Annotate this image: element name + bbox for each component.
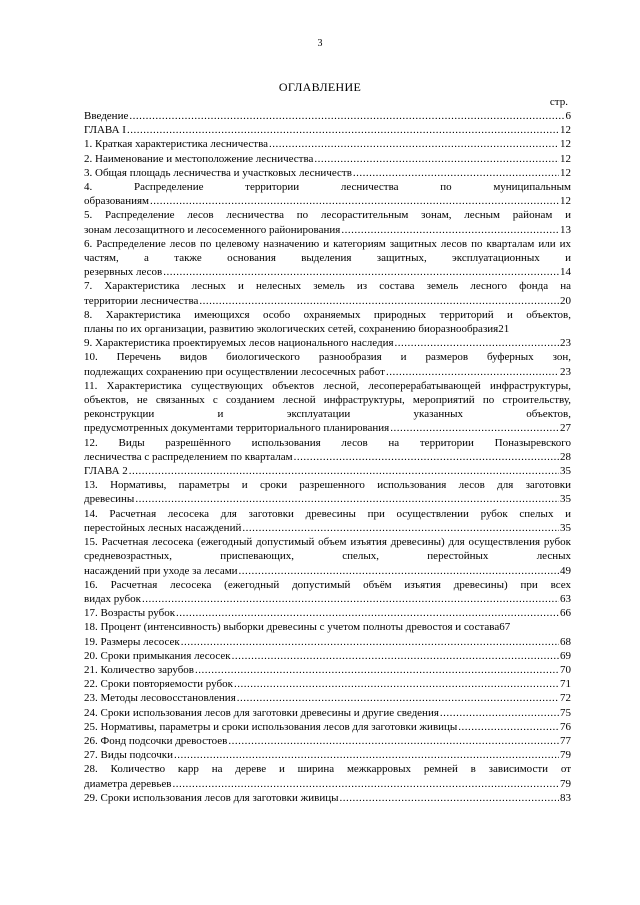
toc-entry-line [84, 464, 571, 478]
toc-entry-line [84, 492, 571, 506]
toc-entry-line [84, 620, 571, 634]
toc-entry-line [84, 166, 571, 180]
leader-dots [269, 137, 559, 151]
toc-entry-page: 12 [560, 152, 571, 165]
toc-entry-page: 69 [560, 649, 571, 662]
toc-entry-label: 19. Размеры лесосек [84, 635, 180, 648]
toc-entry[interactable] [84, 166, 571, 180]
toc-entry-text: 16. Расчетная лесосека (ежегодный допустимый объём изъятия древесины) при всех [84, 578, 571, 591]
toc-entry[interactable] [84, 734, 571, 748]
toc-entry[interactable] [84, 308, 571, 336]
toc-entry-label: 18. Процент (интенсивность) выборки древесины с учетом полноты древостоя и состава [84, 621, 500, 634]
toc-entry[interactable] [84, 109, 571, 123]
toc-entry-word: по [440, 181, 452, 194]
leader-dots [234, 677, 559, 691]
toc-entry[interactable] [84, 748, 571, 762]
toc-entry-line [84, 748, 571, 762]
toc-entry-text: 6. Распределение лесов по целевому назначению и категориям защитных лесов по кварталам или их частям, а также основания выделения защитных, эксплуатационных и [84, 237, 571, 265]
toc-entry-label: территории лесничества [84, 294, 199, 307]
toc-entry[interactable] [84, 180, 571, 208]
toc-entry-line [84, 294, 571, 308]
leader-dots [386, 365, 559, 379]
toc-entry[interactable] [84, 137, 571, 151]
toc-entry-label: 27. Виды подсочки [84, 749, 173, 762]
toc-entry-label: 29. Сроки использования лесов для заготовки живицы [84, 791, 339, 804]
toc-entry-line [84, 691, 571, 705]
leader-dots [176, 606, 559, 620]
toc-entry-line [84, 336, 571, 350]
page-number: 3 [317, 38, 323, 49]
toc-entry-text: 10. Перечень видов биологического разнообразия и размеров буферных зон, [84, 351, 571, 364]
toc-entry-label: планы по их организации, развитию экологических сетей, сохранению биоразнообразия [84, 323, 499, 336]
toc-entry-page: 14 [560, 266, 571, 279]
toc-entry-word: лесничества [340, 181, 399, 194]
leader-dots [199, 294, 559, 308]
toc-entry-label: 22. Сроки повторяемости рубок [84, 678, 233, 691]
toc-entry-page: 23 [560, 365, 571, 378]
toc-entry-label: 20. Сроки примыкания лесосек [84, 649, 231, 662]
leader-dots [353, 166, 559, 180]
toc-entry-page: 63 [560, 592, 571, 605]
toc-entry-page: 12 [560, 195, 571, 208]
toc-entry-label: предусмотренных документами территориального планирования [84, 422, 390, 435]
leader-dots [341, 223, 559, 237]
toc-entry-page: 28 [560, 450, 571, 463]
leader-dots [390, 421, 559, 435]
toc-entry-page: 35 [560, 493, 571, 506]
toc-entry-line [84, 592, 571, 606]
toc-entry[interactable] [84, 649, 571, 663]
leader-dots [440, 706, 559, 720]
toc-entry[interactable] [84, 762, 571, 790]
toc-entry-label: ГЛАВА 2 [84, 465, 128, 478]
toc-entry-page: 79 [560, 749, 571, 762]
toc-entry-label: видах рубок [84, 592, 141, 605]
toc-entry[interactable] [84, 208, 571, 236]
toc-entry[interactable] [84, 791, 571, 805]
toc-entry-label: 2. Наименование и местоположение лесничества [84, 152, 314, 165]
toc-entry-label: 17. Возрасты рубок [84, 607, 176, 620]
toc-entry-text: 8. Характеристика имеющихся особо охраняемых природных территорий и объектов, [84, 308, 571, 321]
toc-entry-line [84, 663, 571, 677]
toc-entry-label: 25. Нормативы, параметры и сроки использования лесов для заготовки живицы [84, 720, 458, 733]
toc-entry[interactable] [84, 237, 571, 280]
leader-dots [142, 592, 559, 606]
leader-dots [395, 336, 559, 350]
toc-entry-label: 3. Общая площадь лесничества и участковых лесничеств [84, 166, 352, 179]
toc-entry[interactable] [84, 691, 571, 705]
toc-entry-line [84, 720, 571, 734]
toc-entry[interactable] [84, 436, 571, 464]
toc-entry[interactable] [84, 123, 571, 137]
toc-entry-text: 7. Характеристика лесных и нелесных земель из состава земель лесного фонда на [84, 280, 571, 293]
toc-entry[interactable] [84, 635, 571, 649]
toc-entry-line [84, 365, 571, 379]
toc-entry-text: 11. Характеристика существующих объектов лесной, лесоперерабатывающей инфраструктуры, объектов, не связанных с созданием лесной инфраструктуры, мероприятий по строительству, реконструкции и эксплуатации указанных объектов, [84, 379, 571, 421]
toc-entry[interactable] [84, 720, 571, 734]
toc-entry[interactable] [84, 152, 571, 166]
toc-entry-first-line [84, 180, 571, 194]
toc-entry-text: 12. Виды разрешённого использования лесов на территории Поназыревского [84, 436, 571, 449]
leader-dots [174, 748, 559, 762]
toc-entry-label: 9. Характеристика проектируемых лесов национального наследия [84, 337, 394, 350]
toc-entry[interactable] [84, 706, 571, 720]
leader-dots [458, 720, 559, 734]
toc-entry-text: 28. Количество карр на дереве и ширина межкарровых ремней в зависимости от [84, 763, 571, 776]
toc-entry-page: 66 [560, 607, 571, 620]
leader-dots [163, 265, 559, 279]
toc-entry-page: 77 [560, 734, 571, 747]
toc-entry-page: 83 [560, 791, 571, 804]
page-column-label: стр. [549, 96, 568, 108]
toc-entry-label: 26. Фонд подсочки древостоев [84, 734, 228, 747]
toc-entry[interactable] [84, 279, 571, 307]
toc-entry-line [84, 109, 571, 123]
toc-entry-label: лесничества с распределением по кварталам [84, 450, 293, 463]
toc-entry-label: 21. Количество зарубов [84, 663, 194, 676]
leader-dots [127, 123, 559, 137]
toc-entry-word: 4. [84, 181, 93, 194]
leader-dots [129, 464, 559, 478]
toc-entry-page: 21 [498, 323, 510, 336]
toc-entry-page: 79 [560, 777, 571, 790]
leader-dots [232, 649, 559, 663]
toc-entry-page: 35 [560, 521, 571, 534]
toc-entry-line [84, 777, 571, 791]
toc-entry-page: 76 [560, 720, 571, 733]
leader-dots [195, 663, 559, 677]
toc-entry-page: 71 [560, 678, 571, 691]
toc-entry-label: перестойных лесных насаждений [84, 521, 242, 534]
toc-entry-page: 12 [560, 138, 571, 151]
toc-entry-line [84, 649, 571, 663]
toc-entry-line [84, 606, 571, 620]
toc-entry-line [84, 450, 571, 464]
toc-entry-page: 72 [560, 692, 571, 705]
toc-entry[interactable] [84, 677, 571, 691]
toc-entry-page: 20 [560, 294, 571, 307]
toc-entry-label: насаждений при уходе за лесами [84, 564, 238, 577]
toc-entry-line [84, 677, 571, 691]
toc-entry-text: 14. Расчетная лесосека для заготовки древесины при осуществлении рубок спелых и [84, 507, 571, 520]
toc-entry-word: территории [245, 181, 300, 194]
leader-dots [150, 194, 559, 208]
toc-entry[interactable] [84, 464, 571, 478]
toc-entry[interactable] [84, 620, 571, 634]
leader-dots [181, 635, 559, 649]
toc-entry-page: 27 [560, 422, 571, 435]
toc-entry-line [84, 265, 571, 279]
toc-entry-label: древесины [84, 493, 135, 506]
toc-entry-line [84, 322, 571, 336]
toc-entry-line [84, 194, 571, 208]
toc-entry-line [84, 635, 571, 649]
toc-entry-label: резервных лесов [84, 266, 163, 279]
toc-entry-page: 49 [560, 564, 571, 577]
toc-entry-line [84, 564, 571, 578]
leader-dots [228, 734, 559, 748]
toc-entry[interactable] [84, 507, 571, 535]
toc-entry-page: 67 [499, 621, 511, 634]
toc-entry-line [84, 421, 571, 435]
toc-entry-line [84, 152, 571, 166]
leader-dots [172, 777, 559, 791]
toc-entry-page: 6 [565, 110, 571, 122]
leader-dots [294, 450, 559, 464]
toc-entry-label: Введение [84, 110, 129, 122]
toc-entry-label: подлежащих сохранению при осуществлении лесосечных работ [84, 365, 385, 378]
leader-dots [129, 109, 564, 123]
toc-entry-line [84, 137, 571, 151]
toc-entry-page: 12 [560, 166, 571, 179]
toc-entry-text: 15. Расчетная лесосека (ежегодный допустимый объем изъятия древесины) для осуществления рубок средневозрастных, приспевающих, спелых, перестойных лесных [84, 536, 571, 563]
toc-entry-word: Распределение [133, 181, 204, 194]
toc-entry[interactable] [84, 606, 571, 620]
page-title: ОГЛАВЛЕНИЕ [278, 80, 362, 94]
toc-entry[interactable] [84, 663, 571, 677]
toc-entry[interactable] [84, 350, 571, 378]
toc-entry-line [84, 791, 571, 805]
toc-entry-page: 23 [560, 337, 571, 350]
leader-dots [239, 564, 559, 578]
toc-entry-line [84, 706, 571, 720]
toc-entry-label: 1. Краткая характеристика лесничества [84, 138, 269, 151]
toc-entry-word: муниципальным [493, 181, 571, 194]
toc-entry-page: 35 [560, 465, 571, 478]
toc-entry[interactable] [84, 336, 571, 350]
toc-entry-label: образованиям [84, 195, 149, 208]
toc-entry[interactable] [84, 535, 571, 578]
toc-entry-line [84, 521, 571, 535]
toc-entry-page: 70 [560, 663, 571, 676]
toc-entry-label: 24. Сроки использования лесов для заготовки древесины и другие сведения [84, 706, 439, 719]
toc-entry[interactable] [84, 379, 571, 436]
toc-entry-page: 68 [560, 635, 571, 648]
toc-entry-page: 12 [560, 124, 571, 137]
toc-entry-text: 5. Распределение лесов лесничества по лесорастительным зонам, лесным районам и [84, 209, 571, 222]
toc-entry-text: 13. Нормативы, параметры и сроки разрешенного использования лесов для заготовки [84, 479, 571, 492]
leader-dots [135, 492, 559, 506]
toc-entry-page: 75 [560, 706, 571, 719]
toc-entry-page: 13 [560, 223, 571, 236]
toc-entry-label: ГЛАВА I [84, 124, 126, 137]
toc-entry[interactable] [84, 578, 571, 606]
toc-entry-line [84, 734, 571, 748]
table-of-contents [84, 109, 571, 805]
toc-entry-line [84, 123, 571, 137]
leader-dots [242, 521, 559, 535]
toc-entry-label: диаметра деревьев [84, 777, 172, 790]
toc-entry-label: зонам лесозащитного и лесосеменного районирования [84, 223, 341, 236]
toc-entry[interactable] [84, 478, 571, 506]
toc-entry-line [84, 223, 571, 237]
toc-entry-label: 23. Методы лесовосстановления [84, 692, 236, 705]
leader-dots [314, 152, 559, 166]
leader-dots [340, 791, 560, 805]
leader-dots [237, 691, 559, 705]
